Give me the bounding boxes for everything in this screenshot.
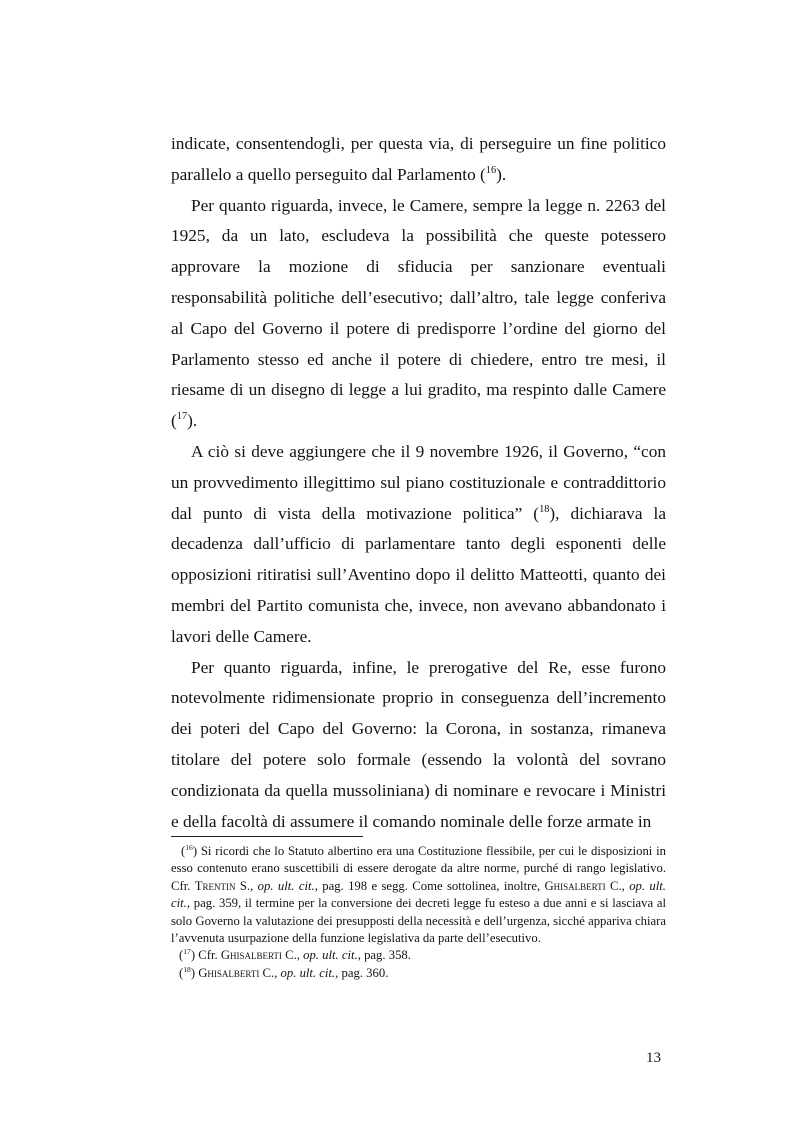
citation: op. ult. cit.: [257, 878, 315, 893]
paragraph-1: indicate, consentendogli, per questa via, di perseguire un fine politico parallelo a quello perseguito dal Parlamento ($^{16}$).: [171, 134, 666, 184]
citation: op. ult. cit.: [280, 965, 336, 980]
footnote-17: ($^{17}$) Cfr. Ghisalberti C., op. ult. cit., pag. 358.: [179, 947, 411, 963]
paragraph-4: Per quanto riguarda, infine, le prerogative del Re, esse furono notevolmente ridimensionate proprio in conseguenza dell’incremento dei poteri del Capo del Governo: la Corona, in sostanza, rimaneva titolare del potere solo formale (essendo la volontà del sovrano condizionata da quella mussoliniana) di nominare e revocare i Ministri e della facoltà di assumere il comando nominale delle forze armate in: [171, 657, 666, 831]
footnote-16: ($^{16}$) Si ricordi che lo Statuto albertino era una Costituzione flessibile, per cui le disposizioni in esso contenuto erano suscettibili di essere derogate da altre norme, purché di rango legislativo. Cfr. Trentin S., op. ult. cit., pag. 198 e segg. Come sottolinea, inoltre, Ghisalberti C., op. ult. cit., pag. 359, il termine per la conversione dei decreti legge fu esteso a due anni e si lasciava al solo Governo la valutazione dei presupposti della necessità e dell’urgenza, sicché appariva chiara l’avvenuta usurpazione della funzione legislativa da parte dell’esecutivo.: [171, 842, 666, 946]
page-number: 13: [646, 1050, 661, 1066]
citation: op. ult. cit.: [303, 948, 358, 963]
main-text: [171, 129, 666, 837]
author-name: Ghisalberti C.: [198, 965, 275, 980]
paragraph-2: Per quanto riguarda, invece, le Camere, sempre la legge n. 2263 del 1925, da un lato, escludeva la possibilità che queste potessero approvare la mozione di sfiducia per sanzionare eventuali responsabilità politiche dell’esecutivo; dall’altro, tale legge conferiva al Capo del Governo il potere di predisporre l’ordine del giorno del Parlamento stesso ed anche il potere di chiedere, entro tre mesi, il riesame di un disegno di legge a lui gradito, ma respinto dalle Camere ($^{17}$).: [171, 195, 666, 431]
footnote-separator: [171, 836, 363, 837]
footnote-number: 17: [183, 947, 191, 957]
footnotes: [171, 843, 666, 982]
footnote-ref-17[interactable]: 17: [176, 411, 188, 423]
citation: op. ult. cit.: [171, 878, 666, 911]
footnote-number: 16: [185, 842, 193, 852]
footnote-number: 18: [183, 964, 191, 974]
footnote-ref-18[interactable]: 18: [539, 503, 550, 515]
paragraph-3: A ciò si deve aggiungere che il 9 novembre 1926, il Governo, “con un provvedimento illegittimo sul piano costituzionale e contraddittorio dal punto di vista della motivazione politica” ($^{18}$), dichiarava la decadenza dall’ufficio di parlamentare tanto degli esponenti delle opposizioni ritiratisi sull’Aventino dopo il delitto Matteotti, quanto dei membri del Partito comunista che, invece, non avevano abbandonato i lavori delle Camere.: [171, 441, 666, 646]
footnote-ref-16[interactable]: 16: [485, 165, 497, 177]
author-name: Ghisalberti C.: [220, 948, 297, 963]
author-name: Trentin S.: [194, 878, 251, 893]
footnote-18: ($^{18}$) Ghisalberti C., op. ult. cit., pag. 360.: [179, 964, 389, 980]
author-name: Ghisalberti C.: [544, 878, 622, 893]
